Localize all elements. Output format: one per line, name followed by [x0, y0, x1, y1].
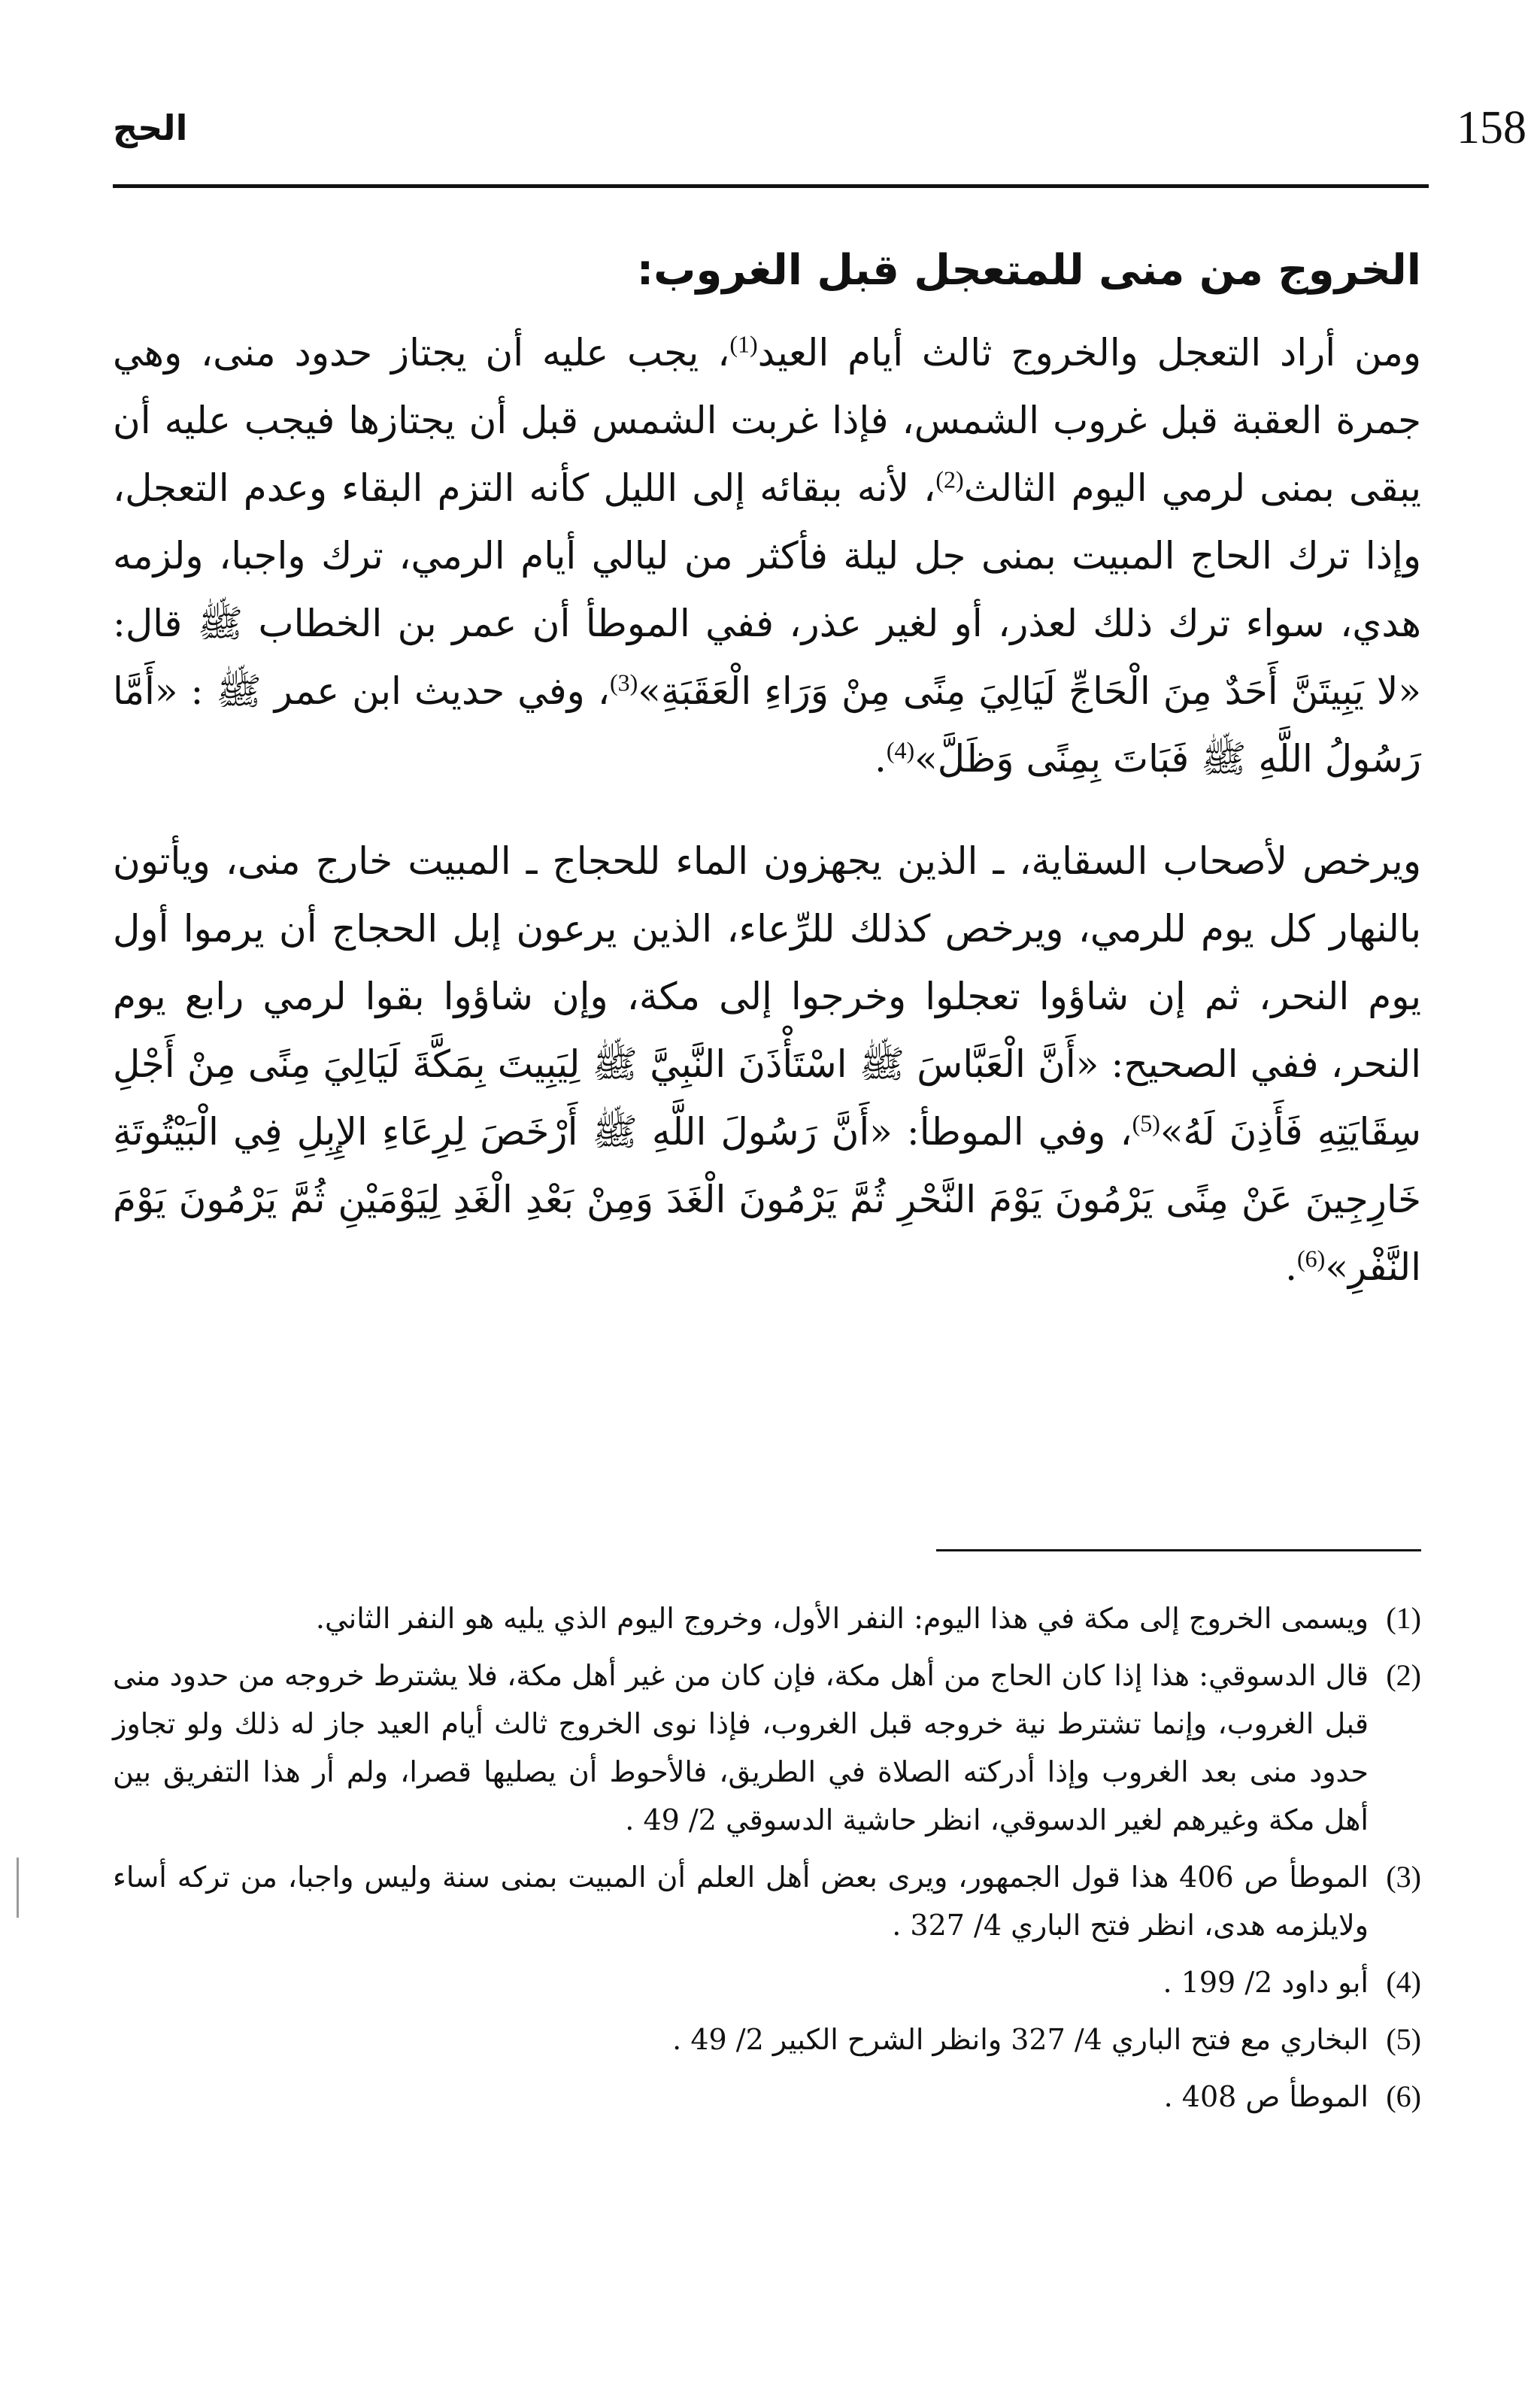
footnote-item: [113, 2015, 1421, 2064]
footnote-ref-6[interactable]: (6): [1297, 1245, 1326, 1272]
paragraph-text: ، لأنه ببقائه إلى الليل كأنه التزم البقاء وعدم التعجل، وإذا ترك الحاج المبيت بمنى جل ليلة فأكثر من ليالي أيام الرمي، ترك واجبا، ولزمه هدي، سواء ترك ذلك لعذر، أو لغير عذر، ففي الموطأ أن عمر بن الخطاب ﷺ قال: «لا يَبِيتَنَّ أَحَدٌ مِنَ الْحَاجِّ لَيَالِيَ مِنًى مِنْ وَرَاءِ الْعَقَبَةِ»: [113, 466, 1421, 713]
footnote-text: البخاري مع فتح الباري 4/ 327 وانظر الشرح الكبير 2/ 49 .: [672, 2023, 1369, 2056]
footnote-number: (5): [1386, 2022, 1421, 2056]
paragraph-text: ، وفي الموطأ: «أَنَّ رَسُولَ اللَّهِ ﷺ أَرْخَصَ لِرِعَاءِ الإِبِلِ فِي الْبَيْتُوتَةِ خَارِجِينَ عَنْ مِنًى يَرْمُونَ يَوْمَ النَّحْرِ ثُمَّ يَرْمُونَ الْغَدَ وَمِنْ بَعْدِ الْغَدِ لِيَوْمَيْنِ ثُمَّ يَرْمُونَ يَوْمَ النَّفْرِ»: [113, 1110, 1421, 1289]
main-text: [113, 226, 1421, 1336]
footnote-ref-1[interactable]: (1): [729, 330, 758, 358]
footnote-text: الموطأ ص 406 هذا قول الجمهور، ويرى بعض أهل العلم أن المبيت بمنى سنة وليس واجبا، من تركه أساء ولايلزمه هدى، انظر فتح الباري 4/ 327 .: [113, 1861, 1369, 1942]
paragraph-text: .: [1285, 1245, 1297, 1289]
footnote-text: قال الدسوقي: هذا إذا كان الحاج من أهل مكة، فإن كان من غير أهل مكة، فلا يشترط خروجه من حدود منى قبل الغروب، وإنما تشترط نية خروجه قبل الغروب، فإذا نوى الخروج ثالث أيام العيد جاز له ذلك ولو تجاوز حدود منى بعد الغروب وإذا أدركته الصلاة في الطريق، فالأحوط أن يصليها قصرا، ولم أر هذا التفريق بين أهل مكة وغيرهم لغير الدسوقي، انظر حاشية الدسوقي 2/ 49 .: [113, 1659, 1369, 1836]
footnote-item: [113, 1594, 1421, 1642]
section-heading: الخروج من منى للمتعجل قبل الغروب:: [636, 246, 1421, 295]
paragraph-text: .: [874, 737, 887, 781]
footnotes: [113, 1594, 1421, 2130]
footnote-item: [113, 1651, 1421, 1844]
footnote-item: [113, 1853, 1421, 1949]
footnote-ref-4[interactable]: (4): [886, 736, 915, 764]
header-rule: [113, 184, 1429, 188]
page-number: 158: [1457, 102, 1526, 153]
running-head: [113, 98, 1526, 158]
footnote-ref-5[interactable]: (5): [1132, 1109, 1160, 1137]
footnote-ref-2[interactable]: (2): [935, 466, 964, 493]
footnote-item: [113, 1958, 1421, 2006]
paragraph-text: ، وفي حديث ابن عمر ﷺ : «أَمَّا رَسُولُ اللَّهِ ﷺ فَبَاتَ بِمِنًى وَظَلَّ»: [113, 669, 1421, 781]
paragraph-text: ومن أراد التعجل والخروج ثالث أيام العيد: [757, 331, 1422, 375]
footnote-separator: [936, 1549, 1421, 1551]
footnote-item: [113, 2073, 1421, 2121]
paragraph-text: ، يجب عليه أن يجتاز حدود منى، وهي جمرة العقبة قبل غروب الشمس، فإذا غربت الشمس قبل أن يجتازها فيجب عليه أن يبقى بمنى لرمي اليوم الثالث: [113, 331, 1421, 510]
footnote-text: أبو داود 2/ 199 .: [1163, 1966, 1369, 1999]
scan-margin-mark: [17, 1858, 19, 1918]
footnote-number: (6): [1386, 2079, 1421, 2113]
paragraph-text: ويرخص لأصحاب السقاية، ـ الذين يجهزون الماء للحجاج ـ المبيت خارج منى، ويأتون بالنهار كل يوم للرمي، ويرخص كذلك للرِّعاء، الذين يرعون إبل الحجاج أن يرموا أول يوم النحر، ثم إن شاؤوا تعجلوا وخرجوا إلى مكة، وإن شاؤوا بقوا لرمي رابع يوم النحر، ففي الصحيح: «أَنَّ الْعَبَّاسَ ﷺ اسْتَأْذَنَ النَّبِيَّ ﷺ لِيَبِيتَ بِمَكَّةَ لَيَالِيَ مِنًى مِنْ أَجْلِ سِقَايَتِهِ فَأَذِنَ لَهُ»: [113, 839, 1421, 1154]
footnote-text: الموطأ ص 408 .: [1163, 2080, 1369, 2113]
footnote-number: (4): [1386, 1965, 1421, 1999]
footnote-number: (1): [1386, 1601, 1421, 1635]
running-title: الحج: [113, 108, 188, 148]
paragraph-1: [113, 319, 1421, 793]
footnote-number: (3): [1386, 1860, 1421, 1894]
footnote-text: ويسمى الخروج إلى مكة في هذا اليوم: النفر الأول، وخروج اليوم الذي يليه هو النفر الثاني.: [315, 1602, 1369, 1635]
paragraph-2: [113, 827, 1421, 1301]
footnote-number: (2): [1386, 1658, 1421, 1692]
footnote-ref-3[interactable]: (3): [609, 669, 638, 696]
